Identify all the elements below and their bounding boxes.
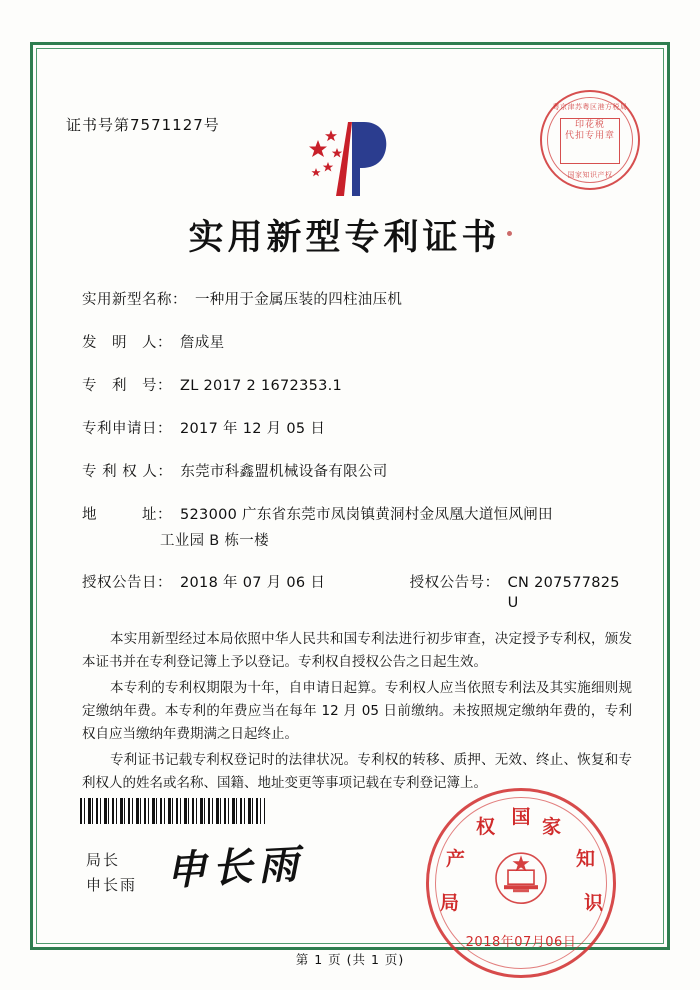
grant-date-group	[82, 573, 410, 613]
field-label: 专 利 权 人：	[82, 464, 173, 480]
paragraph-3: 专利证书记载专利权登记时的法律状况。专利权的转移、质押、无效、终止、恢复和专利权人的姓名或名称、国籍、地址变更等事项记载在专利登记簿上。	[82, 752, 632, 791]
page-footer: 第 1 页 (共 1 页)	[295, 952, 405, 967]
field-row-patentee	[82, 462, 634, 482]
legal-paragraphs	[82, 628, 632, 798]
field-value: 2017 年 12 月 05 日	[180, 421, 326, 437]
field-value: ZL 2017 2 1672353.1	[180, 378, 343, 394]
signature-title-line1: 局长	[86, 851, 121, 869]
field-row-patent-number	[82, 376, 634, 396]
certificate-title-text: 实用新型专利证书	[188, 218, 501, 258]
tax-stamp-line1: 印花税	[574, 120, 605, 130]
grant-number-label: 授权公告号：	[409, 575, 500, 591]
signature-handwriting: 申长雨	[165, 840, 306, 895]
tax-stamp-arc-bottom: 国家知识产权	[567, 171, 613, 179]
signature-title-line2: 申长雨	[86, 876, 138, 894]
field-value: 一种用于金属压装的四柱油压机	[195, 292, 403, 308]
tax-stamp	[540, 90, 640, 190]
signature-title	[86, 848, 137, 898]
barcode	[80, 798, 265, 824]
tax-stamp-line2: 代扣专用章	[564, 131, 615, 141]
field-label: 专利申请日：	[82, 421, 172, 437]
tax-stamp-arc-top: 粤京津苏粤区港方税局	[552, 103, 628, 111]
seal-char-4: 产	[446, 848, 466, 870]
grant-number-value: CN 207577825 U	[507, 575, 620, 611]
seal-char-3: 识	[584, 892, 604, 914]
seal-char-1: 家	[542, 816, 562, 838]
field-row-inventor	[82, 333, 634, 353]
field-value: 东莞市科鑫盟机械设备有限公司	[180, 464, 388, 480]
field-label: 发 明 人：	[82, 335, 172, 351]
paragraph-2: 本专利的专利权期限为十年，自申请日起算。专利权人应当依照专利法及其实施细则规定缴纳年费。本专利的年费应当在每年 12 月 05 日前缴纳。未按照规定缴纳年费的，专利权自应当缴纳年费期满之日起终止。	[82, 680, 632, 742]
seal-date: 2018年07月06日	[465, 935, 577, 950]
field-label: 实用新型名称：	[82, 292, 187, 308]
patent-emblem-icon	[290, 116, 410, 202]
certificate-title	[46, 210, 654, 260]
seal-char-6: 局	[440, 892, 460, 914]
paragraph-1: 本实用新型经过本局依照中华人民共和国专利法进行初步审查，决定授予专利权，颁发本证书并在专利登记簿上予以登记。专利权自授权公告之日起生效。	[82, 631, 632, 670]
grant-date-value: 2018 年 07 月 06 日	[180, 575, 326, 591]
field-list	[82, 290, 634, 631]
tax-stamp-text	[540, 120, 640, 142]
address-line-2: 工业园 B 栋一楼	[160, 533, 269, 549]
grant-date-label: 授权公告日：	[82, 575, 172, 591]
field-row-grant	[82, 573, 634, 613]
field-value: 詹成星	[180, 335, 225, 351]
field-label: 专 利 号：	[82, 378, 172, 394]
grant-number-group	[410, 573, 634, 613]
field-row-address	[82, 505, 634, 525]
seal-char-0: 国	[511, 806, 531, 828]
certificate-number: 证书号第7571127号	[66, 116, 220, 134]
field-row-utility-model-name	[82, 290, 634, 310]
certificate-content	[46, 58, 654, 967]
national-emblem-icon	[486, 845, 556, 915]
seal-char-5: 权	[476, 816, 496, 838]
title-dot-icon	[507, 231, 512, 236]
field-value: 523000 广东省东莞市凤岗镇黄洞村金凤凰大道恒风闸田	[180, 507, 553, 523]
field-row-application-date	[82, 419, 634, 439]
seal-char-2: 知	[576, 848, 596, 870]
field-label: 地 址：	[82, 507, 172, 523]
